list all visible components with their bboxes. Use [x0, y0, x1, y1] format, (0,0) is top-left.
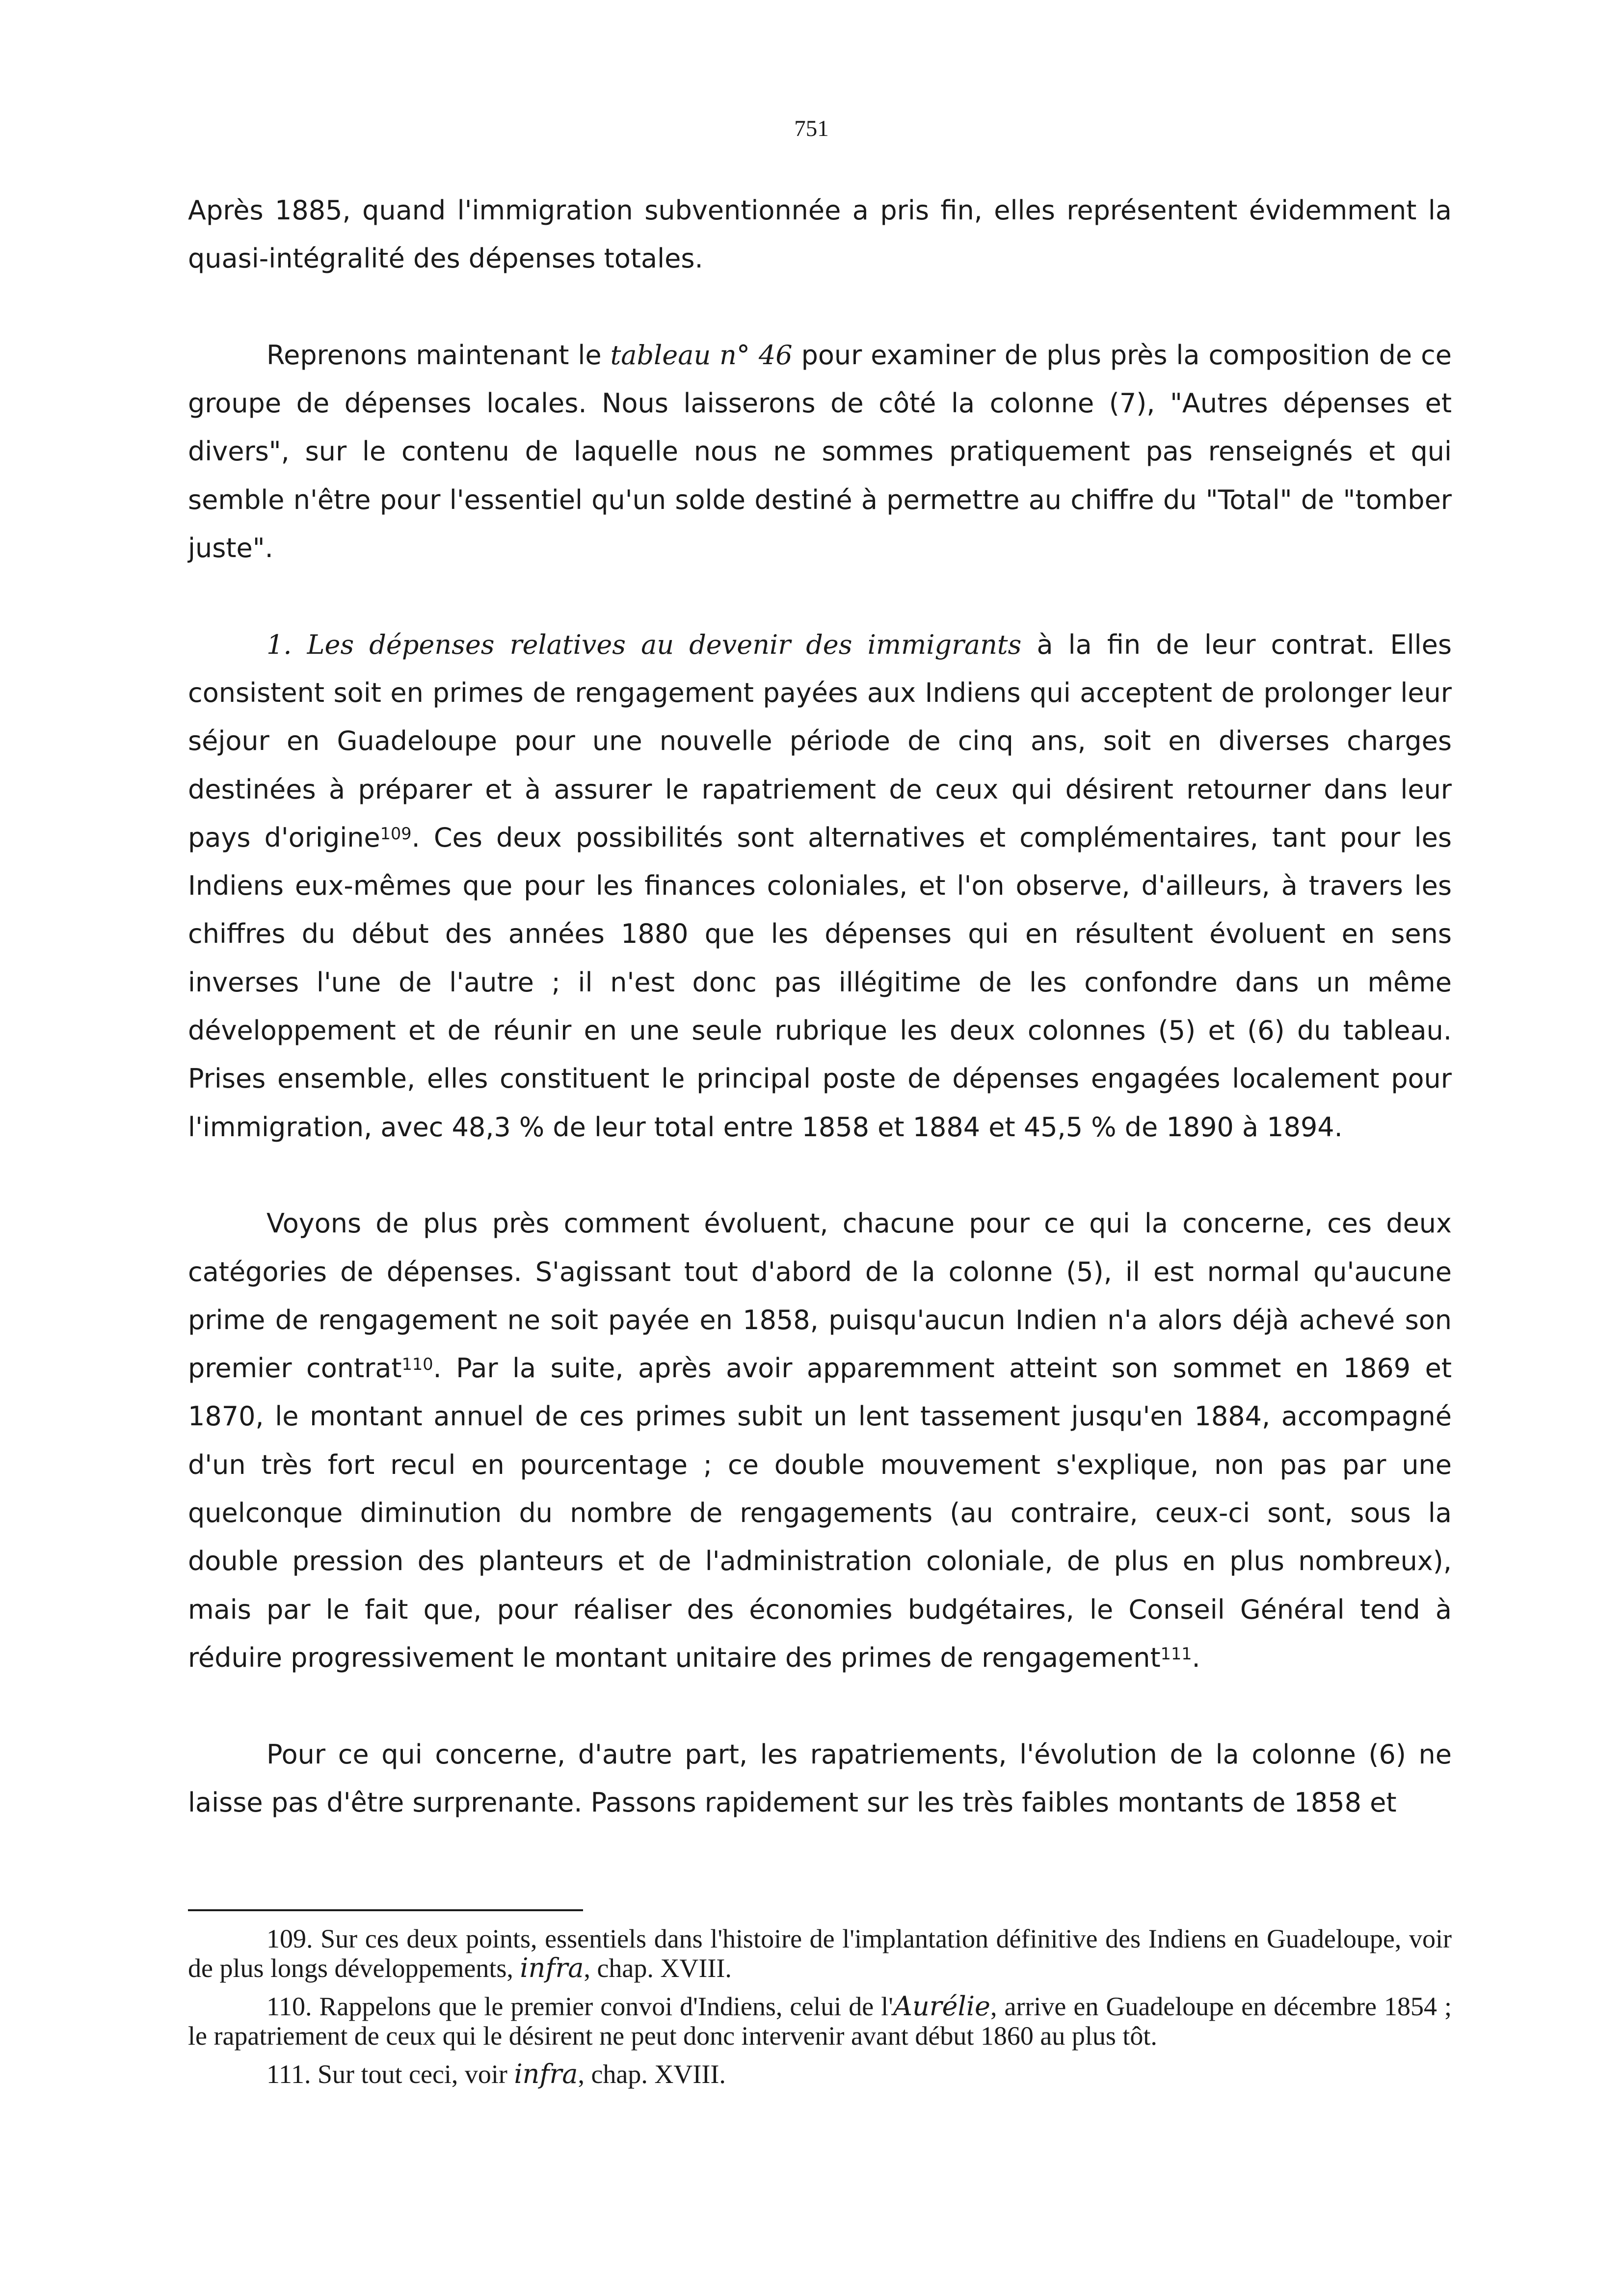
- footnote-111: [188, 2059, 1452, 2089]
- paragraph-5: Pour ce qui concerne, d'autre part, les rapatriements, l'évolution de la colonne (6) ne laisse pas d'être surprenante. Passons rapidement sur les très faibles montants de 1858 et: [188, 1738, 1452, 1818]
- paragraph-3: [188, 621, 1452, 1151]
- paragraph-2: [188, 331, 1452, 572]
- footnote-110: [188, 1992, 1452, 2051]
- footnote-110-text: 110. Rappelons que le premier convoi d'Indiens, celui de l': [266, 1992, 893, 2021]
- paragraph-4-text: Voyons de plus près comment évoluent, chacune pour ce qui la concerne, ces deux catégories de dépenses. S'agissant tout d'abord de la colonne (5), il est normal qu'aucune prime de rengagement ne soit payée en 1858, puisqu'aucun Indien n'a alors déjà achevé son premier contrat: [188, 1208, 1452, 1384]
- footnote-ref-111[interactable]: 111: [1160, 1644, 1192, 1663]
- paragraph-4-text-mid: . Par la suite, après avoir apparemment atteint son sommet en 1869 et 1870, le montant annuel de ces primes subit un lent tassement jusqu'en 1884, accompagné d'un très fort recul en pourcentage ; ce double mouvement s'explique, non pas par une quelconque diminution du nombre de rengagements (au contraire, ceux-ci sont, sous la double pression des planteurs et de l'administration coloniale, de plus en plus nombreux), mais par le fait que, pour réaliser des économies budgétaires, le Conseil Général tend à réduire progressivement le montant unitaire des primes de rengagement: [188, 1353, 1452, 1673]
- footnote-111-text: 111. Sur tout ceci, voir: [266, 2059, 514, 2089]
- paragraph-3-text-end: . Ces deux possibilités sont alternatives et complémentaires, tant pour les Indiens eux-mêmes que pour les finances coloniales, et l'on observe, d'ailleurs, à travers les chiffres du début des années 1880 que les dépenses qui en résultent évoluent en sens inverses l'une de l'autre ; il n'est donc pas illégitime de les confondre dans un même développement et de réunir en une seule rubrique les deux colonnes (5) et (6) du tableau. Prises ensemble, elles constituent le principal poste de dépenses engagées localement pour l'immigration, avec 48,3 % de leur total entre 1858 et 1884 et 45,5 % de 1890 à 1894.: [188, 822, 1452, 1143]
- footnote-separator: [188, 1909, 583, 1911]
- paragraph-4-text-end: .: [1192, 1642, 1200, 1673]
- footnote-109-italic: infra: [520, 1952, 584, 1983]
- page-number: 751: [794, 116, 829, 141]
- footnote-109: [188, 1924, 1452, 1983]
- footnote-111-text-end: , chap. XVIII.: [578, 2059, 726, 2089]
- paragraph-2-text: Reprenons maintenant le: [266, 339, 611, 371]
- footnote-111-italic: infra: [514, 2058, 578, 2089]
- footnote-109-text: 109. Sur ces deux points, essentiels dans l'histoire de l'implantation définitive des Indiens en Guadeloupe, voir de plus longs développements,: [188, 1924, 1452, 1983]
- paragraph-2-text-end: pour examiner de plus près la composition de ce groupe de dépenses locales. Nous laisserons de côté la colonne (7), "Autres dépenses et divers", sur le contenu de laquelle nous ne sommes pratiquement pas renseignés et qui semble n'être pour l'essentiel qu'un solde destiné à permettre au chiffre du "Total" de "tomber juste".: [188, 339, 1452, 564]
- footnote-110-text-end: , arrive en Guadeloupe en décembre 1854 ; le rapatriement de ceux qui le désirent ne peut donc intervenir avant début 1860 au plus tôt.: [188, 1992, 1452, 2051]
- section-heading-italic: 1. Les dépenses relatives au devenir des immigrants: [266, 629, 1022, 660]
- footnote-110-italic: Aurélie: [893, 1991, 991, 2022]
- footnote-ref-109[interactable]: 109: [380, 824, 412, 843]
- table-reference: tableau n° 46: [610, 339, 793, 371]
- paragraph-4: [188, 1200, 1452, 1682]
- paragraph-3-text: à la fin de leur contrat. Elles consistent soit en primes de rengagement payées aux Indiens qui acceptent de prolonger leur séjour en Guadeloupe pour une nouvelle période de cinq ans, soit en diverses charges destinées à préparer et à assurer le rapatriement de ceux qui désirent retourner dans leur pays d'origine: [188, 629, 1452, 853]
- footnote-ref-110[interactable]: 110: [401, 1355, 433, 1374]
- paragraph-1: Après 1885, quand l'immigration subventionnée a pris fin, elles représentent évidemment la quasi-intégralité des dépenses totales.: [188, 195, 1452, 274]
- footnote-109-text-end: , chap. XVIII.: [584, 1953, 732, 1983]
- body-text: [188, 187, 1452, 1827]
- footnotes: [188, 1924, 1452, 2098]
